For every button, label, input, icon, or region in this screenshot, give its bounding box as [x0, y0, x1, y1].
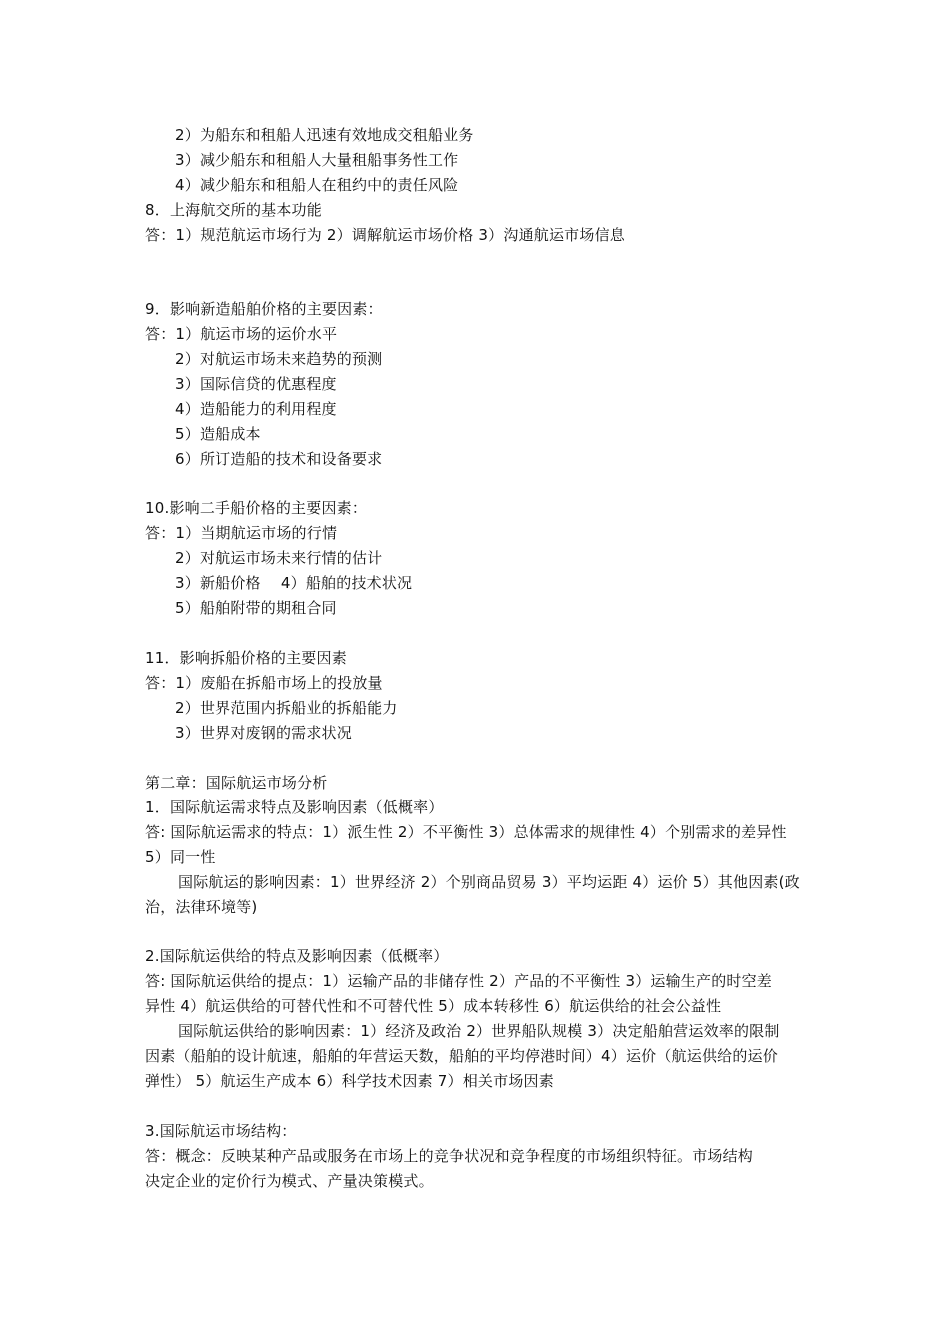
text-line: 5）同一性 [145, 848, 216, 866]
text-line: 2）对航运市场未来趋势的预测 [175, 350, 383, 368]
text-line: 2）为船东和租船人迅速有效地成交租船业务 [175, 126, 474, 144]
question-heading: 8．上海航交所的基本功能 [145, 201, 322, 219]
text-line: 6）所订造船的技术和设备要求 [175, 450, 383, 468]
text-line: 3）新船价格 4）船舶的技术状况 [175, 574, 413, 592]
text-line: 异性 4）航运供给的可替代性和不可替代性 5）成本转移性 6）航运供给的社会公益性 [145, 997, 722, 1015]
question-heading: 9．影响新造船舶价格的主要因素： [145, 300, 383, 318]
chapter-heading: 第二章：国际航运市场分析 [145, 774, 328, 792]
text-line: 国际航运的影响因素：1）世界经济 2）个别商品贸易 3）平均运距 4）运价 5）其他因素(政 [178, 873, 800, 891]
question-heading: 10.影响二手船价格的主要因素： [145, 499, 368, 517]
text-line: 3）减少船东和租船人大量租船事务性工作 [175, 151, 459, 169]
answer-line: 答：1）规范航运市场行为 2）调解航运市场价格 3）沟通航运市场信息 [145, 226, 625, 244]
text-line: 3）世界对废钢的需求状况 [175, 724, 352, 742]
answer-line: 答: 国际航运需求的特点：1）派生性 2）不平衡性 3）总体需求的规律性 4）个别需求的差异性 [145, 823, 787, 841]
question-heading: 1．国际航运需求特点及影响因素（低概率） [145, 798, 444, 816]
text-line: 治，法律环境等) [145, 898, 258, 916]
text-line: 5）造船成本 [175, 425, 261, 443]
text-line: 弹性） 5）航运生产成本 6）科学技术因素 7）相关市场因素 [145, 1072, 554, 1090]
question-heading: 11．影响拆船价格的主要因素 [145, 649, 347, 667]
answer-line: 答：1）航运市场的运价水平 [145, 325, 338, 343]
text-line: 决定企业的定价行为模式、产量决策模式。 [145, 1172, 434, 1190]
question-heading: 2.国际航运供给的特点及影响因素（低概率） [145, 947, 449, 965]
text-line: 因素（船舶的设计航速，船舶的年营运天数，船舶的平均停港时间）4）运价（航运供给的运价 [145, 1047, 778, 1065]
text-line: 4）减少船东和租船人在租约中的责任风险 [175, 176, 459, 194]
answer-line: 答：概念：反映某种产品或服务在市场上的竞争状况和竞争程度的市场组织特征。市场结构 [145, 1147, 754, 1165]
text-line: 2）对航运市场未来行情的估计 [175, 549, 383, 567]
text-line: 4）造船能力的利用程度 [175, 400, 337, 418]
text-line: 5）船舶附带的期租合同 [175, 599, 337, 617]
answer-line: 答: 国际航运供给的提点：1）运输产品的非储存性 2）产品的不平衡性 3）运输生产的时空差 [145, 972, 772, 990]
answer-line: 答：1）废船在拆船市场上的投放量 [145, 674, 383, 692]
text-line: 2）世界范围内拆船业的拆船能力 [175, 699, 398, 717]
text-line: 3）国际信贷的优惠程度 [175, 375, 337, 393]
answer-line: 答：1）当期航运市场的行情 [145, 524, 338, 542]
question-heading: 3.国际航运市场结构： [145, 1122, 297, 1140]
text-line: 国际航运供给的影响因素：1）经济及政治 2）世界船队规模 3）决定船舶营运效率的限制 [178, 1022, 780, 1040]
